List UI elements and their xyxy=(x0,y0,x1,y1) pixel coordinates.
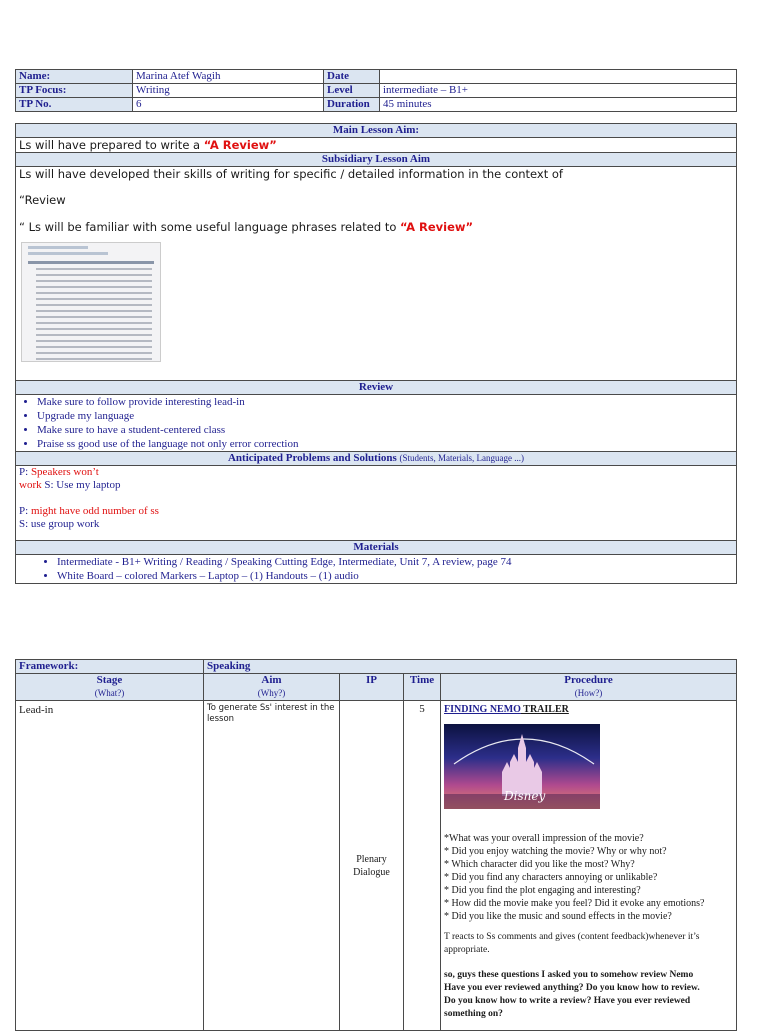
sub-aim-line3-text: “ Ls will be familiar with some useful language phrases related to xyxy=(19,220,401,234)
question: * Did you like the music and sound effects in the movie? xyxy=(444,911,672,922)
main-aim xyxy=(16,138,737,153)
problem-2 xyxy=(19,505,733,518)
materials-header: Materials xyxy=(16,541,737,555)
col-aim xyxy=(204,674,340,701)
row-aim: To generate Ss' interest in the lesson xyxy=(204,701,340,1031)
review-item: • Upgrade my language xyxy=(37,409,733,423)
bold-question-2: Have you ever reviewed anything? Do you know how to review. xyxy=(444,983,700,993)
date-label: Date xyxy=(324,70,380,84)
solution-1 xyxy=(19,479,733,492)
review-item: • Praise ss good use of the language not only error correction xyxy=(37,437,733,451)
lesson-plan-table xyxy=(15,123,737,584)
question: * Did you find the plot engaging and interesting? xyxy=(444,885,641,896)
framework-value: Speaking xyxy=(204,660,737,674)
problems-header-text: Anticipated Problems and Solutions xyxy=(227,452,397,464)
problems-header-sub: (Students, Materials, Language ...) xyxy=(399,453,525,463)
review-item: • Make sure to follow provide interesting lead-in xyxy=(37,395,733,409)
sub-aim-line3-highlight: “A Review” xyxy=(400,220,474,234)
col-stage xyxy=(16,674,204,701)
focus-value: Writing xyxy=(133,84,324,98)
sub-aim-line3 xyxy=(19,220,733,234)
col-time: Time xyxy=(404,674,441,701)
feedback-note: T reacts to Ss comments and gives (content feedback)whenever it’s appropriate. xyxy=(444,932,700,955)
problem-2-prefix: P: xyxy=(19,505,31,517)
sub-aim-line2: “Review xyxy=(19,193,66,207)
level-label: Level xyxy=(324,84,380,98)
problems-header xyxy=(16,452,737,466)
bold-question-1: so, guys these questions I asked you to somehow review Nemo xyxy=(444,970,694,980)
tpno-value: 6 xyxy=(133,98,324,112)
problem-2-text: might have odd number of ss xyxy=(30,505,159,517)
review-list-cell xyxy=(16,395,737,452)
col-stage-title: Stage xyxy=(96,674,123,686)
problems-cell xyxy=(16,466,737,541)
solution-2: S: use group work xyxy=(19,518,100,530)
focus-label: TP Focus: xyxy=(16,84,133,98)
sub-aim xyxy=(16,167,737,381)
materials-list xyxy=(19,555,733,583)
col-stage-sub: (What?) xyxy=(94,688,125,698)
name-label: Name: xyxy=(16,70,133,84)
level-value: intermediate – B1+ xyxy=(380,84,737,98)
question: * Which character did you like the most? Why? xyxy=(444,859,635,870)
disney-trailer-image xyxy=(444,724,600,809)
info-table xyxy=(15,69,737,112)
row-ip xyxy=(340,701,404,1031)
col-procedure xyxy=(441,674,737,701)
bold-question-3: Do you know how to write a review? Have you ever reviewed something on? xyxy=(444,996,691,1019)
review-header: Review xyxy=(16,381,737,395)
main-aim-text: Ls will have prepared to write a xyxy=(19,138,204,152)
problem-1-text: Speakers won’t xyxy=(30,466,99,478)
sub-aim-line1: Ls will have developed their skills of writing for specific / detailed information in the context of xyxy=(19,167,563,181)
col-proc-sub: (How?) xyxy=(574,688,603,698)
duration-value: 45 minutes xyxy=(380,98,737,112)
disney-logo: Disney xyxy=(504,789,546,803)
col-aim-sub: (Why?) xyxy=(257,688,286,698)
materials-item: • White Board – colored Markers – Laptop – (1) Handouts – (1) audio xyxy=(57,569,733,583)
duration-label: Duration xyxy=(324,98,380,112)
materials-item: • Intermediate - B1+ Writing / Reading / Speaking Cutting Edge, Intermediate, Unit 7, A review, page 74 xyxy=(57,555,733,569)
col-aim-title: Aim xyxy=(261,674,282,686)
row-stage: Lead-in xyxy=(16,701,204,1031)
col-proc-title: Procedure xyxy=(564,674,613,686)
materials-cell xyxy=(16,555,737,584)
name-value: Marina Atef Wagih xyxy=(133,70,324,84)
worksheet-thumbnail xyxy=(21,242,161,362)
review-list xyxy=(19,395,733,451)
problem-1-prefix: P: xyxy=(19,466,31,478)
sub-aim-header: Subsidiary Lesson Aim xyxy=(16,153,737,167)
tpno-label: TP No. xyxy=(16,98,133,112)
trailer-link[interactable]: FINDING NEMO xyxy=(444,704,521,715)
col-ip: IP xyxy=(340,674,404,701)
row-procedure xyxy=(441,701,737,1031)
question: *What was your overall impression of the movie? xyxy=(444,833,644,844)
main-aim-highlight: “A Review” xyxy=(203,138,277,152)
framework-label: Framework: xyxy=(16,660,204,674)
row-time: 5 xyxy=(404,701,441,1031)
review-item: • Make sure to have a student-centered class xyxy=(37,423,733,437)
problem-1 xyxy=(19,466,733,479)
solution-1-text: S: Use my laptop xyxy=(41,479,121,491)
question: * Did you find any characters annoying or unlikable? xyxy=(444,872,658,883)
question: * How did the movie make you feel? Did it evoke any emotions? xyxy=(444,898,705,909)
question: * Did you enjoy watching the movie? Why or why not? xyxy=(444,846,667,857)
main-aim-header: Main Lesson Aim: xyxy=(16,124,737,138)
row-ip-text: Plenary Dialogue xyxy=(353,853,390,878)
trailer-label: TRAILER xyxy=(520,704,569,715)
problem-1-text-cont: work xyxy=(19,479,42,491)
date-value xyxy=(380,70,737,84)
procedure-table xyxy=(15,659,737,1031)
